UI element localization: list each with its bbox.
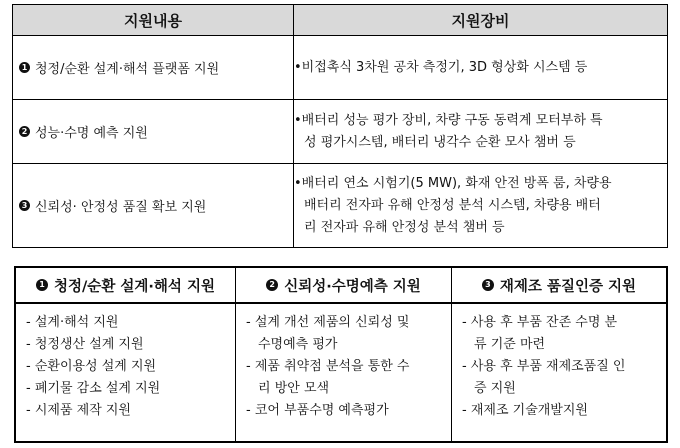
- table-row: [13, 36, 668, 100]
- support-table-header: [13, 5, 668, 36]
- column-items: [236, 304, 452, 441]
- table-row: [13, 164, 668, 248]
- equipment-line: 성 평가시스템, 배터리 냉각수 순환 모사 챔버 등: [304, 134, 576, 150]
- equipment-line: 리 전자파 유해 안정성 분석 챔버 등: [304, 219, 505, 235]
- column-header: [452, 268, 666, 304]
- list-item: - 사용 후 부품 재제조품질 인 증 지원: [462, 359, 626, 396]
- row-content: 청정/순환 설계·해석 플랫폼 지원: [35, 62, 220, 77]
- circled-number-icon: 3: [482, 279, 494, 291]
- equipment-line: •배터리 성능 평가 장비, 차량 구동 동력계 모터부하 특: [294, 112, 603, 128]
- circled-number-icon: 2: [266, 279, 278, 291]
- column-title: 신뢰성·수명예측 지원: [284, 278, 421, 295]
- support-table: [12, 4, 668, 248]
- list-item: - 사용 후 부품 잔존 수명 분 류 기준 마련: [462, 315, 618, 352]
- table-row: [13, 100, 668, 164]
- equipment-line: •배터리 연소 시험기(5 MW), 화재 안전 방폭 룸, 차량용: [294, 175, 612, 191]
- equipment-line: 배터리 전자파 유해 안정성 분석 시스템, 차량용 배터: [304, 197, 601, 213]
- list-item: - 시제품 제작 지원: [26, 403, 131, 418]
- circled-number-icon: 3: [19, 200, 30, 211]
- list-item: - 설계 개선 제품의 신뢰성 및 수명예측 평가: [246, 315, 410, 352]
- circled-number-icon: 1: [19, 62, 30, 73]
- header-content: 지원내용: [13, 5, 294, 36]
- column-header: [16, 268, 236, 304]
- row-equipment-cell: [294, 164, 668, 248]
- column-header: [236, 268, 452, 304]
- row-content-cell: [13, 100, 294, 164]
- row-content: 신뢰성· 안정성 품질 확보 지원: [35, 200, 207, 215]
- circled-number-icon: 1: [36, 279, 48, 291]
- support-areas-table: [14, 266, 668, 443]
- list-item: - 코어 부품수명 예측평가: [246, 403, 389, 418]
- row-equipment-cell: [294, 100, 668, 164]
- row-content-cell: [13, 36, 294, 100]
- column-items: [16, 304, 236, 441]
- column-title: 청정/순환 설계·해석 지원: [54, 278, 215, 295]
- list-item: - 폐기물 감소 설계 지원: [26, 381, 161, 396]
- circled-number-icon: 2: [19, 126, 30, 137]
- list-item: - 설계·해석 지원: [26, 315, 119, 330]
- column-items: [452, 304, 666, 441]
- header-equipment: 지원장비: [294, 5, 668, 36]
- row-content-cell: [13, 164, 294, 248]
- column-title: 재제조 품질인증 지원: [499, 278, 637, 295]
- equipment-line: •비접촉식 3차원 공차 측정기, 3D 형상화 시스템 등: [294, 59, 588, 75]
- row-content: 성능·수명 예측 지원: [35, 126, 148, 141]
- list-item: - 청정생산 설계 지원: [26, 337, 144, 352]
- list-item: - 순환이용성 설계 지원: [26, 359, 157, 374]
- list-item: - 재제조 기술개발지원: [462, 403, 588, 418]
- row-equipment-cell: [294, 36, 668, 100]
- list-item: - 제품 취약점 분석을 통한 수 리 방안 모색: [246, 359, 410, 396]
